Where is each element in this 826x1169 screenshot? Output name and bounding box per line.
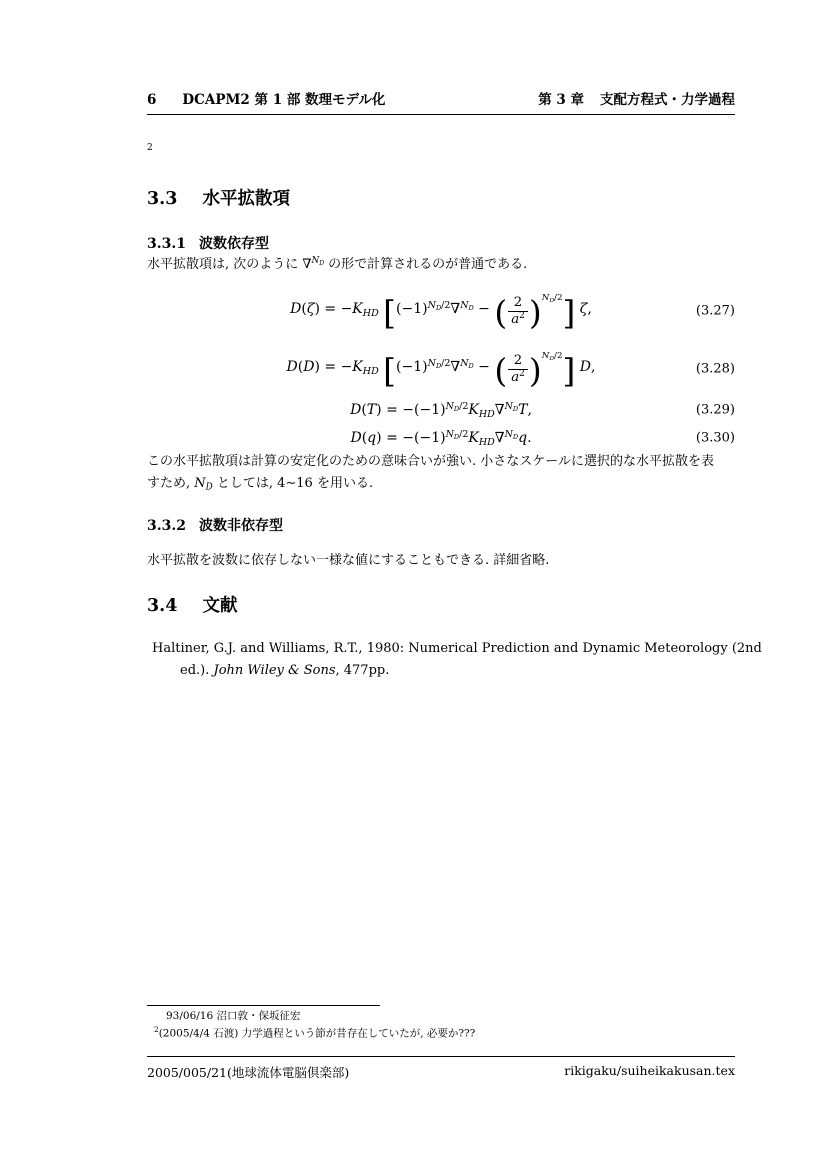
footnote-mark: 2 (154, 1025, 159, 1034)
page-header (147, 88, 735, 115)
equation-3-27 (147, 283, 735, 339)
footer-right: rikigaku/suiheikakusan.tex (564, 1063, 735, 1078)
section-3-3-heading (147, 185, 290, 210)
intro-text-pre: 水平拡散項は, 次のように (147, 257, 303, 272)
reference-line-1: Haltiner, G.J. and Williams, R.T., 1980: Numerical Prediction and Dynamic Meteorology (2nd (152, 641, 762, 656)
header-chapter-label: 第 3 章 (538, 92, 584, 108)
reference-line-2-post: , 477pp. (335, 662, 390, 678)
subsection-number: 3.3.2 (147, 518, 186, 534)
paragraph-wavenumber-independent: 水平拡散を波数に依存しない一様な値にすることもできる. 詳細省略. (147, 553, 550, 568)
subsection-3-3-1-heading (147, 233, 269, 253)
equation-number: (3.29) (695, 402, 735, 418)
equation-number: (3.30) (695, 430, 735, 446)
equation-number: (3.27) (695, 303, 735, 319)
stray-footnote-mark: 2 (147, 143, 153, 153)
section-title: 文献 (202, 596, 238, 616)
footer-left: 2005/005/21(地球流体電脳倶楽部) (147, 1065, 350, 1080)
footnote-line-2 (154, 1023, 475, 1041)
paragraph-stability (147, 451, 737, 494)
intro-text-post: の形で計算されるのが普通である. (324, 257, 528, 272)
header-chapter-title: 支配方程式・力学過程 (600, 92, 735, 108)
page-number: 6 (147, 92, 157, 108)
header-left-title: DCAPM2 第 1 部 数理モデル化 (182, 92, 386, 108)
equation-math: $D(T) = -(-1)^{N_D/2}K_{HD}\nabla^{N_D}T$, (350, 400, 532, 420)
page-footer (147, 1056, 735, 1081)
reference-entry (152, 638, 765, 681)
section-number: 3.4 (147, 596, 178, 616)
equation-number: (3.28) (695, 361, 735, 377)
equation-3-28 (147, 341, 735, 397)
equation-math: $D(D) = -K_{HD}$ [$(-1)^{N_D/2}\nabla^{N_D}$ − ( $\frac{2}{a^2}$ )$^{N_D/2}$] D, (286, 350, 596, 391)
footnote-line-1: 93/06/16 沼口敦・保坂征宏 (166, 1010, 301, 1022)
subsection-title: 波数非依存型 (198, 518, 283, 534)
section-title: 水平拡散項 (202, 189, 290, 209)
footnote-separator (147, 1005, 380, 1006)
stability-line-2-pre: すため, (147, 475, 195, 491)
inline-math-nd: $N_D$ (194, 475, 213, 493)
paragraph-intro (147, 254, 737, 276)
stability-line-1: この水平拡散項は計算の安定化のための意味合いが強い. 小さなスケールに選択的な水平拡散を表 (147, 454, 715, 469)
footnote-text: (2005/4/4 石渡) 力学過程という節が昔存在していたが, 必要か??? (158, 1027, 476, 1040)
reference-publisher: John Wiley & Sons (213, 662, 336, 678)
equation-math: $D(\zeta) = -K_{HD}$ [$(-1)^{N_D/2}\nabla^{N_D}$ − ( $\frac{2}{a^2}$ )$^{N_D/2}$] ζ, (290, 292, 592, 333)
header-left (147, 88, 385, 108)
reference-line-2-pre: ed.). (180, 662, 214, 678)
equation-math: $D(q) = -(-1)^{N_D/2}K_{HD}\nabla^{N_D}q$. (350, 428, 532, 448)
equation-3-29 (147, 398, 735, 422)
inline-math-nabla-nd: ∇$^{N_D}$ (302, 256, 325, 272)
section-number: 3.3 (147, 189, 178, 209)
section-3-4-heading (147, 592, 237, 617)
header-right (538, 88, 735, 108)
subsection-title: 波数依存型 (198, 236, 269, 252)
stability-line-2-post: としては, 4∼16 を用いる. (212, 475, 374, 491)
subsection-3-3-2-heading (147, 515, 283, 535)
subsection-number: 3.3.1 (147, 236, 186, 252)
equation-3-30 (147, 426, 735, 450)
